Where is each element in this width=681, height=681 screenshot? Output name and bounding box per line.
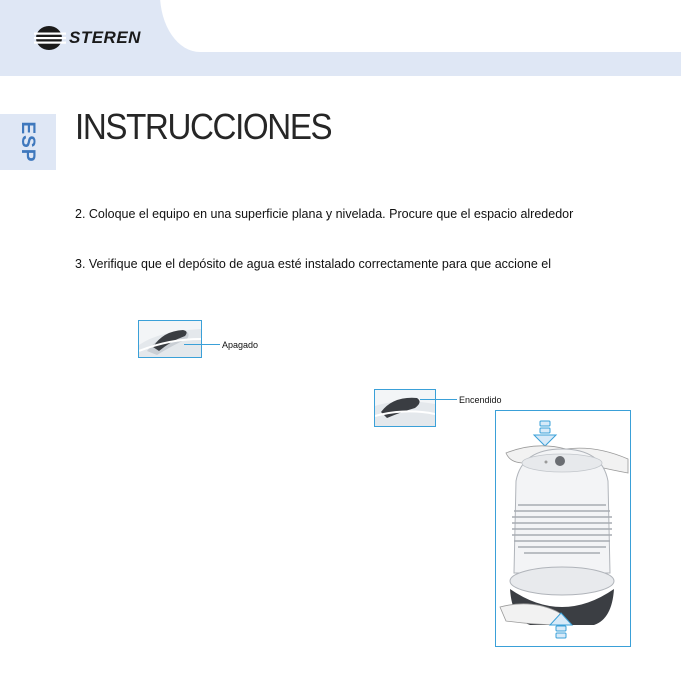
steren-logo-icon bbox=[34, 25, 66, 51]
step-3-text: 3. Verifique que el depósito de agua esté instalado correctamente para que accione el bbox=[75, 257, 552, 271]
encendido-leader-line bbox=[420, 399, 457, 400]
dehumidifier-icon bbox=[496, 411, 630, 646]
page-title: INSTRUCCIONES bbox=[75, 106, 332, 147]
brand-name: STEREN bbox=[69, 28, 141, 47]
switch-on-icon bbox=[375, 390, 435, 426]
apagado-leader-line bbox=[184, 344, 220, 345]
switch-on-image bbox=[374, 389, 436, 427]
switch-off-icon bbox=[139, 321, 201, 357]
header-cutout bbox=[160, 0, 681, 52]
brand-logo bbox=[34, 25, 141, 51]
language-tab-label: ESP bbox=[17, 121, 38, 163]
switch-off-image bbox=[138, 320, 202, 358]
footer-strip bbox=[0, 674, 681, 681]
encendido-label: Encendido bbox=[459, 395, 502, 405]
page-header bbox=[0, 0, 681, 76]
dehumidifier-figure bbox=[495, 410, 631, 647]
arrow-down-icon bbox=[534, 421, 556, 446]
step-2-text: 2. Coloque el equipo en una superficie plana y nivelada. Procure que el espacio alrededor bbox=[75, 207, 574, 221]
apagado-label: Apagado bbox=[222, 340, 259, 350]
